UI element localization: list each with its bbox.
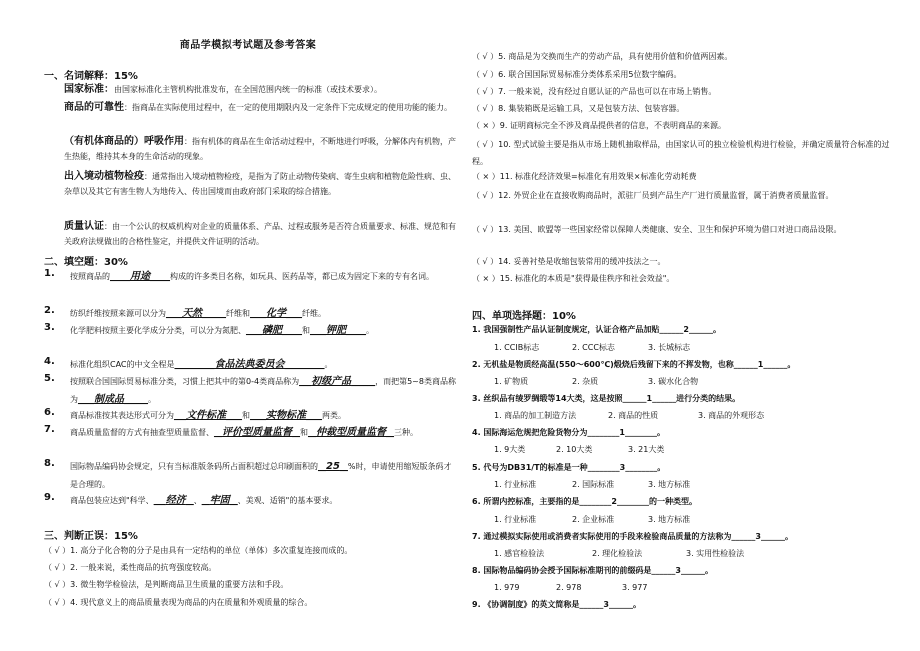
question-number: 7.: [44, 424, 55, 435]
mc-option: 3. 977: [622, 583, 648, 592]
question-text: 按照商品的_____用途_____构成的许多类目名称，如玩具、医药品等，都已成为固定下来的专有名词。: [70, 271, 434, 282]
answer: 化学: [266, 308, 286, 319]
mc-option: 1. 979: [494, 583, 520, 592]
answer: 牢固: [209, 495, 230, 506]
definition-term: 质量认证: [64, 221, 104, 232]
mc-question: 8. 国际物品编码协会授予国际标准期刊的前缀码是______3______。: [472, 566, 713, 575]
question-text: 商品质量监督的方式有抽查型质量监督、__评价型质量监督__和__仲裁型质量监督__三种。: [70, 427, 418, 438]
mc-question: 7. 通过模拟实际使用或消费者实际使用的手段来检验商品质量的方法称为______3______。: [472, 532, 793, 541]
mc-option: 1. 行业标准: [494, 515, 537, 524]
definition-item: [64, 100, 458, 115]
question-number: 8.: [44, 458, 55, 469]
answer: 仲裁型质量监督: [316, 427, 386, 438]
question-text: 化学肥料按照主要化学成分分类，可以分为氮肥、____磷肥_____和____钾肥_____。: [70, 325, 374, 336]
tf-item: （ × ）11. 标准化经济效果=标准化有用效果×标准化劳动耗费: [472, 172, 697, 181]
mc-option: 2. 978: [556, 583, 582, 592]
definition-term: （有机体商品的）呼吸作用: [64, 136, 184, 147]
mc-option: 3. 商品的外观形态: [698, 411, 765, 420]
answer: 用途: [130, 271, 150, 282]
section-heading-true-false: 三、判断正误：15%: [44, 531, 138, 542]
tf-item: （ √ ）7. 一般来说，没有经过自愿认证的产品也可以在市场上销售。: [472, 87, 717, 96]
answer: 天然: [182, 308, 202, 319]
tf-item: （ √ ）5. 商品是为交换而生产的劳动产品，具有使用价值和价值两因素。: [472, 52, 733, 61]
answer: 25: [326, 461, 340, 472]
answer: 钾肥: [326, 325, 346, 336]
definition-text: ：指有机体的商品在生命活动过程中，不断地进行呼吸，分解体内有机物，产生热能，维持其本身的生命活动的现象。: [64, 137, 456, 161]
page-title: 商品学模拟考试题及参考答案: [179, 40, 317, 51]
question-number: 5.: [44, 373, 55, 384]
mc-option: 1. 商品的加工制造方法: [494, 411, 577, 420]
section-heading-multiple-choice: 四、单项选择题：10%: [472, 311, 576, 322]
tf-item: （ √ ）8. 集装箱既是运输工具，又是包装方法、包装容器。: [472, 104, 685, 113]
tf-item: （ √ ）13. 美国、欧盟等一些国家经常以保障人类健康、安全、卫生和保护环境为借口对进口商品设限。: [472, 225, 842, 234]
definition-item: [64, 169, 458, 199]
answer: 实物标准: [266, 410, 306, 421]
definition-item: [64, 134, 458, 164]
mc-option: 1. 9大类: [494, 445, 526, 454]
definition-term: 出入境动植物检疫: [64, 171, 144, 182]
tf-item: （ √ ）14. 妥善衬垫是收缩包装常用的缓冲技法之一。: [472, 257, 666, 266]
mc-question: 1. 我国强制性产品认证制度规定，认证合格产品加贴______2______。: [472, 325, 721, 334]
question-text: 按照联合国国际贸易标准分类，习惯上把其中的第0-4类商品称为___初级产品______，而把第5~8类商品称为____制成品______。: [70, 376, 456, 405]
mc-question: 4. 国际海运危规把危险货物分为________1________。: [472, 428, 665, 437]
mc-option: 1. 行业标准: [494, 480, 537, 489]
tf-item: （ √ ）2. 一般来说，柔性商品的抗弯强度较高。: [44, 563, 217, 572]
mc-option: 2. 企业标准: [572, 515, 615, 524]
mc-question: 9. 《协调制度》的英文简称是______3______。: [472, 600, 641, 609]
definition-item: [64, 82, 458, 97]
mc-option: 3. 实用性检验法: [686, 549, 745, 558]
question-number: 2.: [44, 305, 55, 316]
definition-text: ：指商品在实际使用过程中，在一定的使用期限内及一定条件下完成规定的使用功能的能力。: [124, 103, 452, 112]
tf-item: （ √ ）10. 型式试验主要是指从市场上随机抽取样品，由国家认可的独立检验机构进行检验，并确定质量符合标准的过程。: [472, 140, 890, 166]
mc-option: 3. 碳水化合物: [648, 377, 699, 386]
mc-option: 1. 矿物质: [494, 377, 529, 386]
mc-option: 3. 长城标志: [648, 343, 691, 352]
section-heading-fill-in: 二、填空题：30%: [44, 257, 128, 268]
mc-option: 3. 21大类: [628, 445, 665, 454]
mc-question: 3. 丝织品有绫罗绸缎等14大类，这是按照______1______进行分类的结果。: [472, 394, 741, 403]
answer: 经济: [165, 495, 186, 506]
mc-option: 2. 国际标准: [572, 480, 615, 489]
answer: 制成品: [94, 394, 124, 405]
question-number: 9.: [44, 492, 55, 503]
question-text: 商品标准按其表达形式可分为___文件标准____和____实物标准____两类。: [70, 410, 346, 421]
mc-option: 1. CCIB标志: [494, 343, 540, 352]
definition-text: ：由一个公认的权威机构对企业的质量体系、产品、过程或服务是否符合质量要求、标准、规范和有关政府法规做出的合格性鉴定，并提供文件证明的活动。: [64, 222, 456, 246]
answer: 初级产品: [311, 376, 352, 387]
mc-question: 2. 无机盐是物质经高温(550～600℃)煅烧后残留下来的不挥发物，也称______1______。: [472, 360, 796, 369]
tf-item: （ √ ）6. 联合国国际贸易标准分类体系采用5位数字编码。: [472, 70, 682, 79]
mc-option: 3. 地方标准: [648, 515, 691, 524]
mc-question: 6. 所谓内控标准，主要指的是________2________的一种类型。: [472, 497, 697, 506]
tf-item: （ × ）9. 证明商标完全不涉及商品提供者的信息，不表明商品的来源。: [472, 121, 726, 130]
question-text: 商品包装应达到"科学、___经济__、__牢固__、美观、适销"的基本要求。: [70, 495, 338, 506]
definition-text: ：通常指出入境动植物检疫，是指为了防止动物传染病、寄生虫病和植物危险性病、虫、杂草以及其它有害生物人为地传入、传出国境而由政府部门采取的综合措施。: [64, 172, 456, 196]
question-number: 1.: [44, 268, 55, 279]
tf-item: （ √ ）1. 高分子化合物的分子是由具有一定结构的单位（单体）多次重复连接而成的。: [44, 546, 353, 555]
mc-option: 2. 商品的性质: [608, 411, 659, 420]
mc-option: 1. 感官检验法: [494, 549, 545, 558]
definition-text: 由国家标准化主管机构批准发布，在全国范围内统一的标准（或技术要求）。: [114, 85, 382, 94]
mc-option: 2. 杂质: [572, 377, 599, 386]
tf-item: （ √ ）3. 微生物学检验法，是判断商品卫生质量的重要方法和手段。: [44, 580, 289, 589]
answer: 磷肥: [262, 325, 282, 336]
answer: 食品法典委员会: [214, 359, 285, 370]
definition-term: 国家标准：: [64, 84, 114, 95]
section-heading-definitions: 一、名词解释：15%: [44, 71, 138, 82]
answer: 文件标准: [186, 410, 226, 421]
question-number: 6.: [44, 407, 55, 418]
mc-option: 2. 10大类: [556, 445, 593, 454]
question-text: 国际物品编码协会规定，只有当标准版条码所占面积超过总印刷面积的__25__%时，申请使用缩短版条码才是合理的。: [70, 461, 452, 489]
answer: 评价型质量监督: [222, 427, 292, 438]
mc-option: 3. 地方标准: [648, 480, 691, 489]
question-text: 标准化组织CAC的中文全程是__________食品法典委员会__________。: [70, 359, 333, 370]
question-text: 纺织纤维按照来源可以分为____天然______纤维和____化学____纤维。: [70, 308, 326, 319]
tf-item: （ × ）15. 标准化的本质是"获得最佳秩序和社会效益"。: [472, 274, 675, 283]
tf-item: （ √ ）12. 外贸企业在直接收购商品时，派驻厂员到产品生产厂进行质量监督，属于消费者质量监督。: [472, 191, 834, 200]
mc-option: 2. CCC标志: [572, 343, 615, 352]
mc-question: 5. 代号为DB31/T的标准是一种________3________。: [472, 463, 666, 472]
tf-item: （ √ ）4. 现代意义上的商品质量表现为商品的内在质量和外观质量的综合。: [44, 598, 313, 607]
definition-term: 商品的可靠性: [64, 102, 124, 113]
definition-item: [64, 219, 458, 249]
mc-option: 2. 理化检验法: [592, 549, 643, 558]
question-number: 3.: [44, 322, 55, 333]
question-number: 4.: [44, 356, 55, 367]
